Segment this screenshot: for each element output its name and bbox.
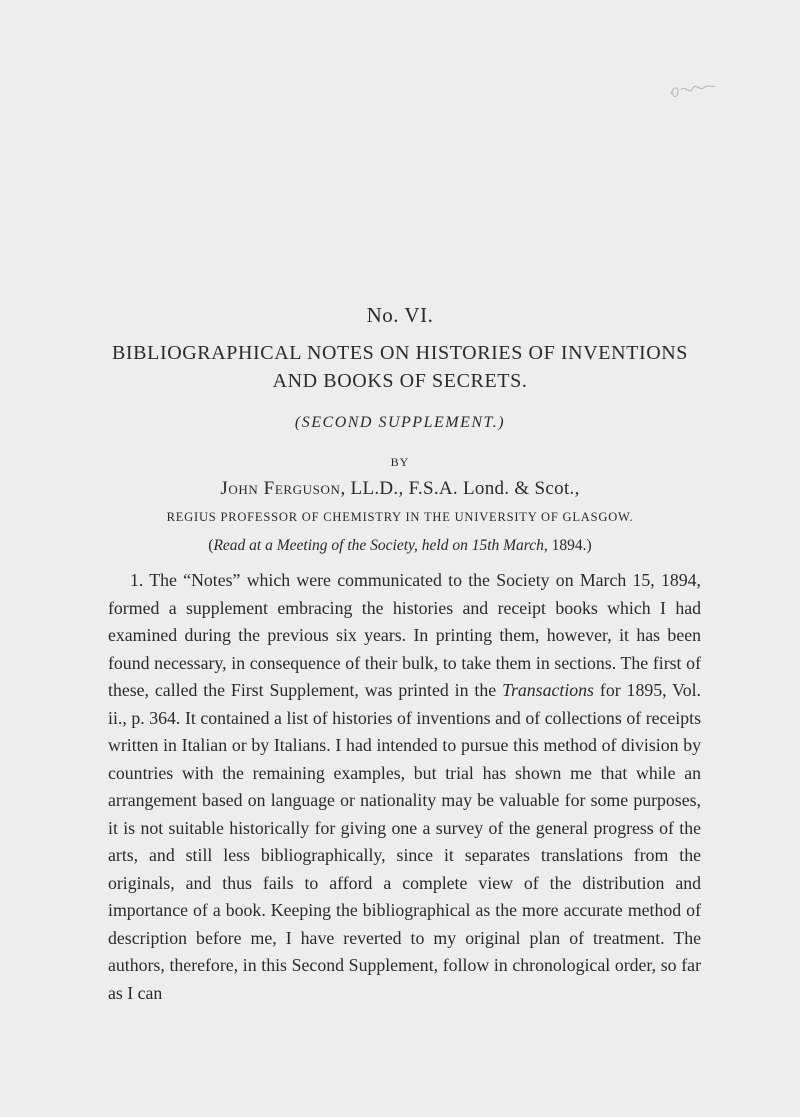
read-note-close: 1894.) [547, 537, 592, 554]
body-text [108, 567, 701, 1007]
read-note-open: ( [208, 537, 214, 554]
article-number: No. VI. [366, 303, 434, 327]
paragraph-1-start: 1. The “Notes” which were communicated to the Society on March 15, 1894, formed a supplement embracing the histories and receipt books which I had examined during the previous six years. In printing them, however, it has been found necessary, in consequence of their bulk, to take them in sections. The first of these, called the First Supplement, was printed in the [108, 570, 701, 700]
paragraph-1-end: for 1895, Vol. ii., p. 364. It contained a list of histories of inventions and of collections of receipts written in Italian or by Italians. I had intended to pursue this method of division by countries with the remaining examples, but trial has shown me that while an arrangement based on language or nationality may be valuable for some purposes, it is not suitable historically for giving one a survey of the general progress of the arts, and still less bibliographically, since it separates translations from the originals, and thus fails to afford a complete view of the distribution and importance of a book. Keeping the bibliographical as the more accurate method of description before me, I have reverted to my original plan of treatment. The authors, therefore, in this Second Supplement, follow in chronological order, so far as I can [108, 680, 701, 1003]
paragraph-1 [108, 567, 701, 1007]
read-note [0, 537, 800, 555]
transactions-title: Transactions [502, 680, 594, 700]
author-name: John Ferguson [220, 478, 341, 499]
author-credentials: , LL.D., F.S.A. Lond. & Scot., [340, 478, 580, 499]
article-subtitle: (SECOND SUPPLEMENT.) [294, 414, 506, 431]
pencil-mark [667, 78, 717, 102]
author-line [0, 478, 800, 500]
by-line: BY [390, 455, 410, 469]
article-title-line-1: BIBLIOGRAPHICAL NOTES ON HISTORIES OF INVENTIONS [111, 342, 689, 364]
read-note-italic: Read at a Meeting of the Society, held on 15th March, [213, 537, 548, 554]
article-title-line-2: AND BOOKS OF SECRETS. [272, 370, 528, 392]
author-affiliation: REGIUS PROFESSOR OF CHEMISTRY IN THE UNIVERSITY OF GLASGOW. [166, 510, 634, 524]
